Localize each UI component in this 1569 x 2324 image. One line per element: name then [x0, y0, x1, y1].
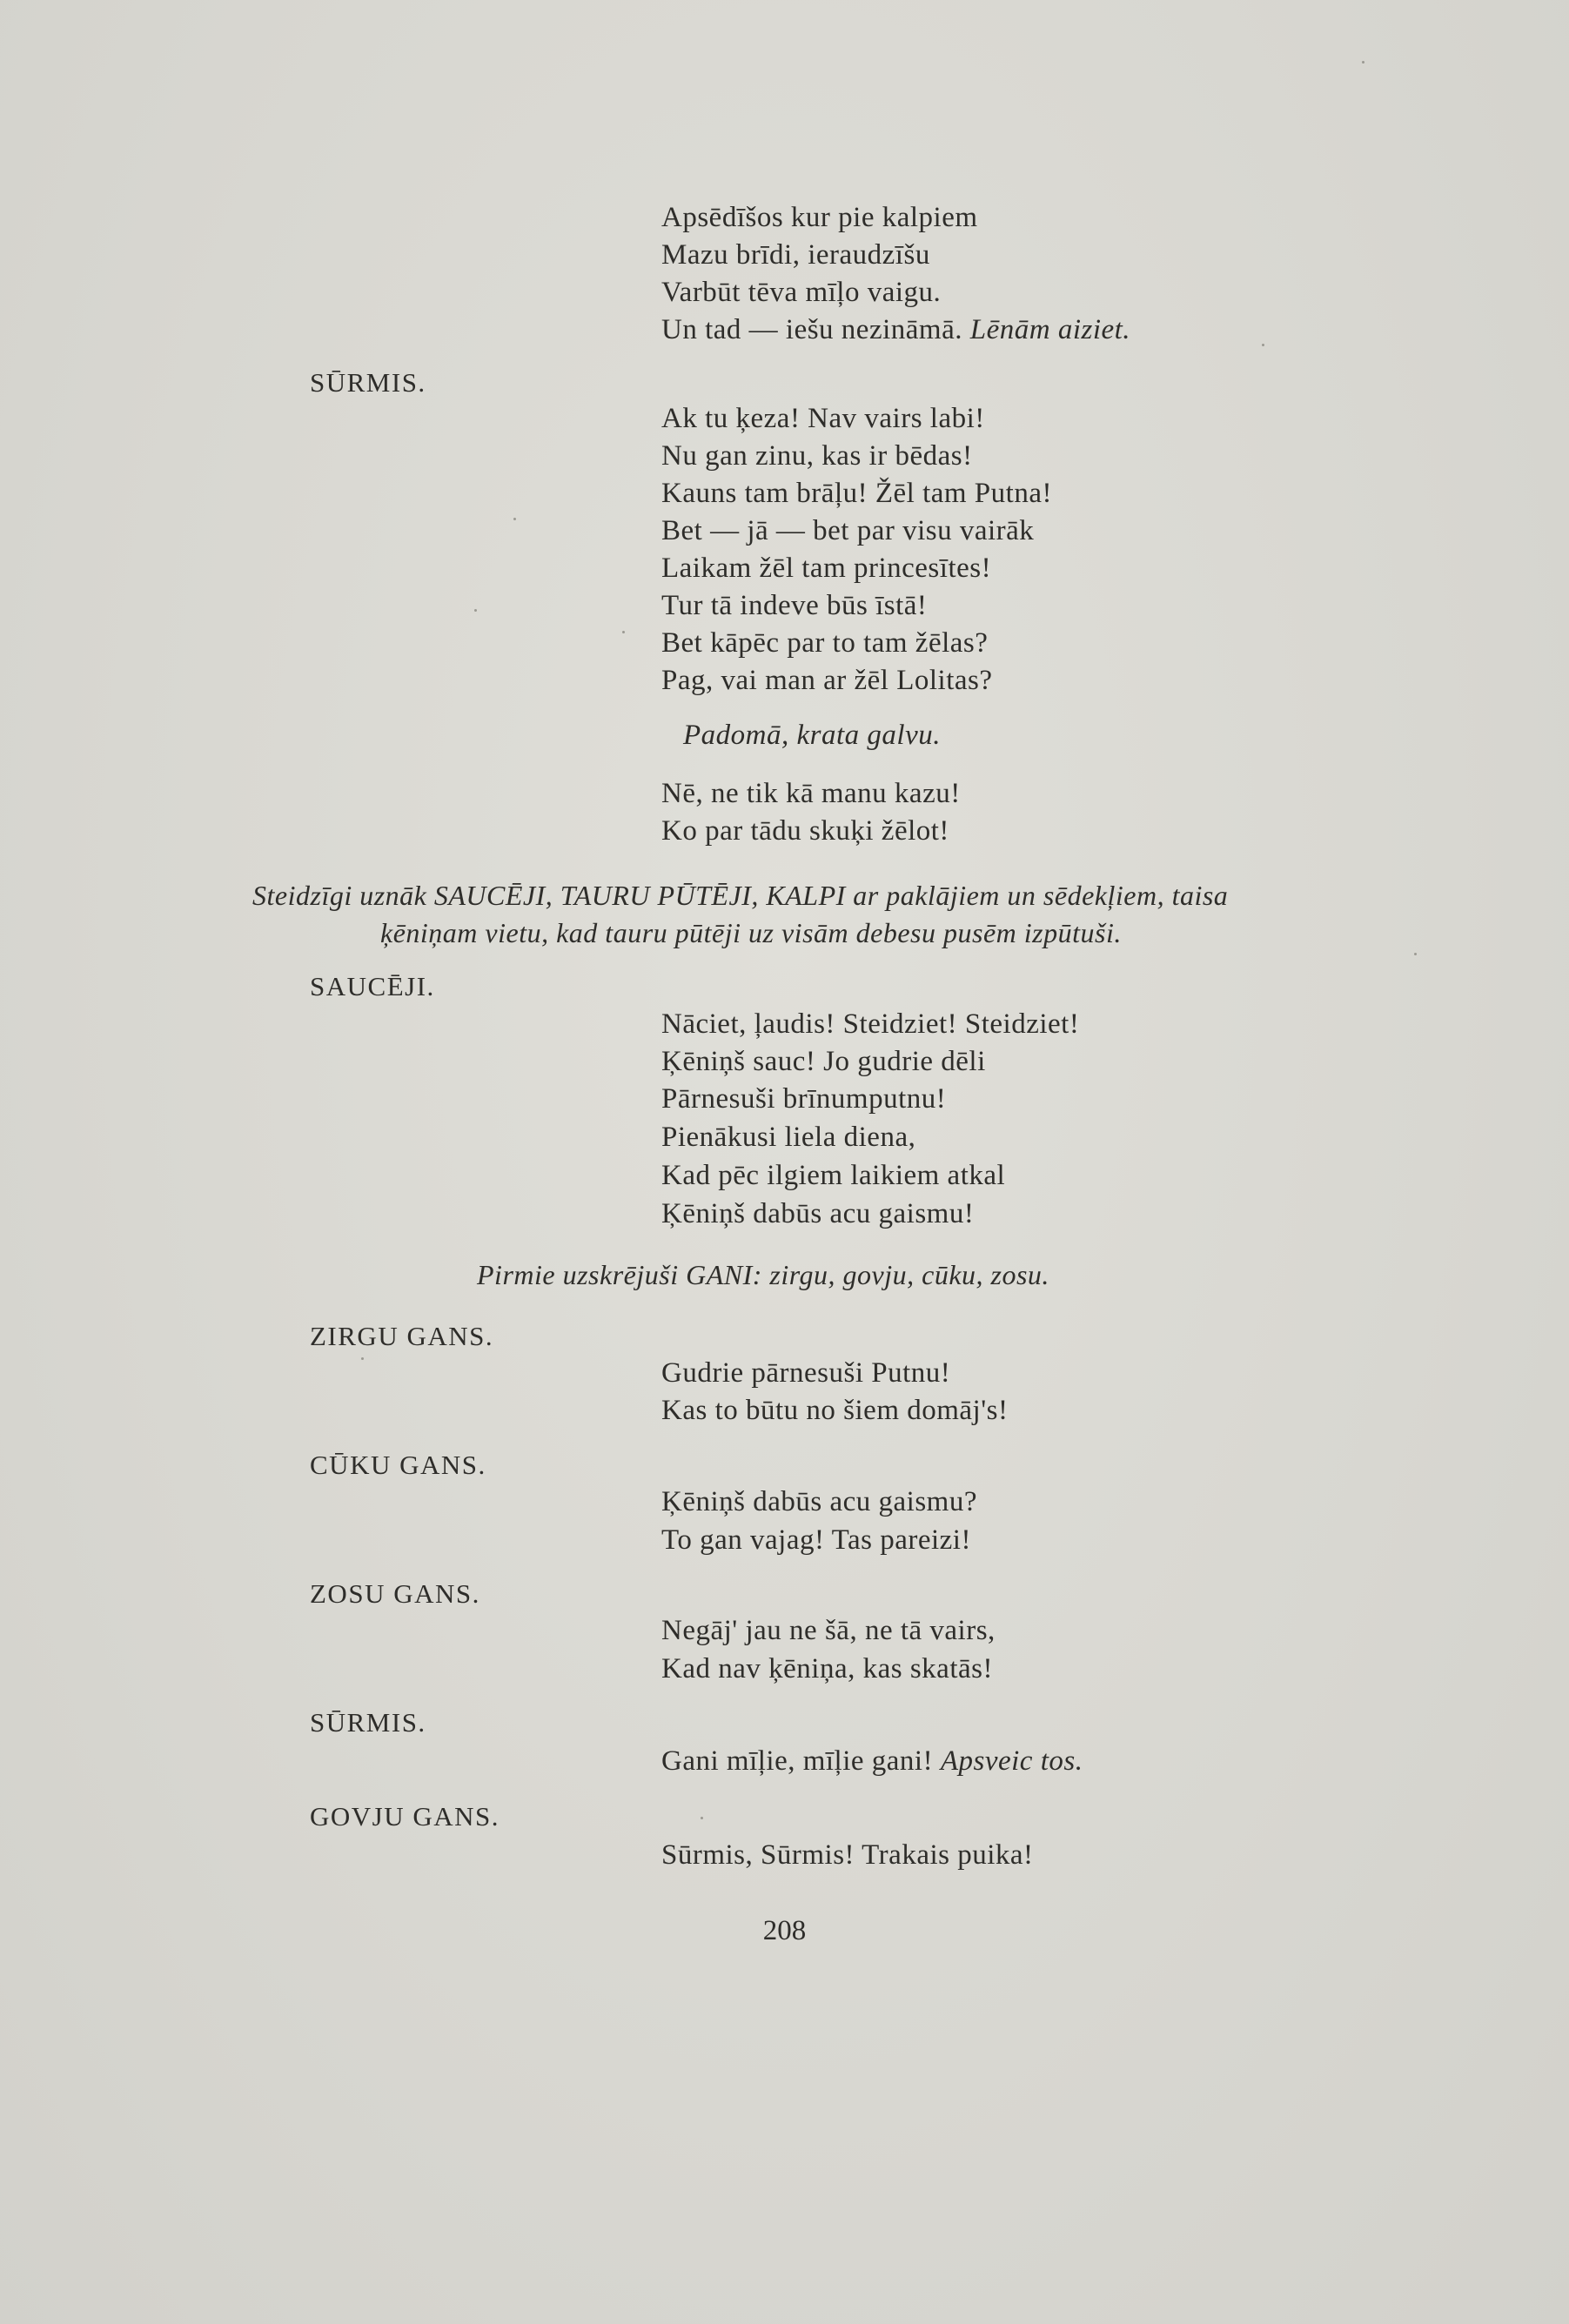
verse-line: Nāciet, ļaudis! Steidziet! Steidziet!	[661, 1008, 1080, 1040]
speaker-name: GOVJU GANS.	[310, 1801, 500, 1832]
verse-line: Gudrie pārnesuši Putnu!	[661, 1357, 951, 1389]
verse-line: Varbūt tēva mīļo vaigu.	[661, 277, 942, 308]
paper-speck	[1262, 344, 1264, 346]
verse-line: Pienākusi liela diena,	[661, 1122, 916, 1153]
verse-line: Bet — jā — bet par visu vairāk	[661, 515, 1035, 546]
stage-direction-inline: Lēnām aiziet.	[969, 314, 1131, 345]
speaker-name: SŪRMIS.	[310, 367, 426, 398]
verse-line: Tur tā indeve būs īstā!	[661, 590, 928, 621]
verse-line: Mazu brīdi, ieraudzīšu	[661, 239, 930, 271]
verse-line: Ko par tādu skuķi žēlot!	[661, 815, 949, 847]
speaker-name: SŪRMIS.	[310, 1707, 426, 1738]
verse-line: Pag, vai man ar žēl Lolitas?	[661, 665, 993, 696]
verse-line: Ķēniņš dabūs acu gaismu?	[661, 1486, 977, 1517]
speaker-name: ZOSU GANS.	[310, 1578, 480, 1609]
stage-direction-entrance-line2: ķēniņam vietu, kad tauru pūtēji uz visām debesu pusēm izpūtuši.	[380, 917, 1122, 948]
verse-line-with-stage	[661, 311, 1130, 349]
verse-line: To gan vajag! Tas pareizi!	[661, 1524, 971, 1556]
verse-line: Bet kāpēc par to tam žēlas?	[661, 627, 989, 659]
paper-speck	[701, 1817, 703, 1819]
verse-line: Nu gan zinu, kas ir bēdas!	[661, 440, 973, 472]
paper-speck	[361, 1357, 364, 1360]
page-number: 208	[762, 1915, 807, 1946]
verse-line: Kad pēc ilgiem laikiem atkal	[661, 1160, 1006, 1191]
stage-direction-entrance-line1: Steidzīgi uznāk SAUCĒJI, TAURU PŪTĒJI, KALPI ar paklājiem un sēdekļiem, taisa	[252, 880, 1229, 911]
verse-line: Ķēniņš dabūs acu gaismu!	[661, 1198, 975, 1229]
paper-speck	[513, 518, 516, 520]
verse-line: Nē, ne tik kā manu kazu!	[661, 778, 961, 809]
verse-text: Un tad — iešu nezināmā.	[661, 314, 962, 345]
paper-speck	[622, 631, 625, 633]
stage-direction-shepherds: Pirmie uzskrējuši GANI: zirgu, govju, cūku, zosu.	[477, 1259, 1049, 1290]
verse-line: Kauns tam brāļu! Žēl tam Putna!	[661, 478, 1052, 509]
verse-line: Ak tu ķeza! Nav vairs labi!	[661, 403, 985, 434]
speaker-name: CŪKU GANS.	[310, 1450, 486, 1480]
verse-line-with-stage	[661, 1742, 1083, 1780]
verse-line: Pārnesuši brīnumputnu!	[661, 1083, 947, 1115]
verse-line: Kas to būtu no šiem domāj's!	[661, 1395, 1009, 1426]
verse-line: Apsēdīšos kur pie kalpiem	[661, 202, 978, 233]
stage-direction: Padomā, krata galvu.	[683, 720, 941, 751]
verse-text: Gani mīļie, mīļie gani!	[661, 1745, 934, 1777]
paper-speck	[1414, 953, 1417, 955]
verse-line: Kad nav ķēniņa, kas skatās!	[661, 1653, 993, 1684]
speaker-name: SAUCĒJI.	[310, 971, 435, 1001]
verse-line: Ķēniņš sauc! Jo gudrie dēli	[661, 1046, 986, 1077]
paper-speck	[1362, 61, 1364, 64]
verse-line: Sūrmis, Sūrmis! Trakais puika!	[661, 1839, 1034, 1871]
stage-direction-inline: Apsveic tos.	[940, 1745, 1083, 1777]
verse-line: Negāj' jau ne šā, ne tā vairs,	[661, 1615, 996, 1646]
speaker-name: ZIRGU GANS.	[310, 1321, 494, 1351]
verse-line: Laikam žēl tam princesītes!	[661, 553, 992, 584]
paper-speck	[474, 609, 477, 612]
